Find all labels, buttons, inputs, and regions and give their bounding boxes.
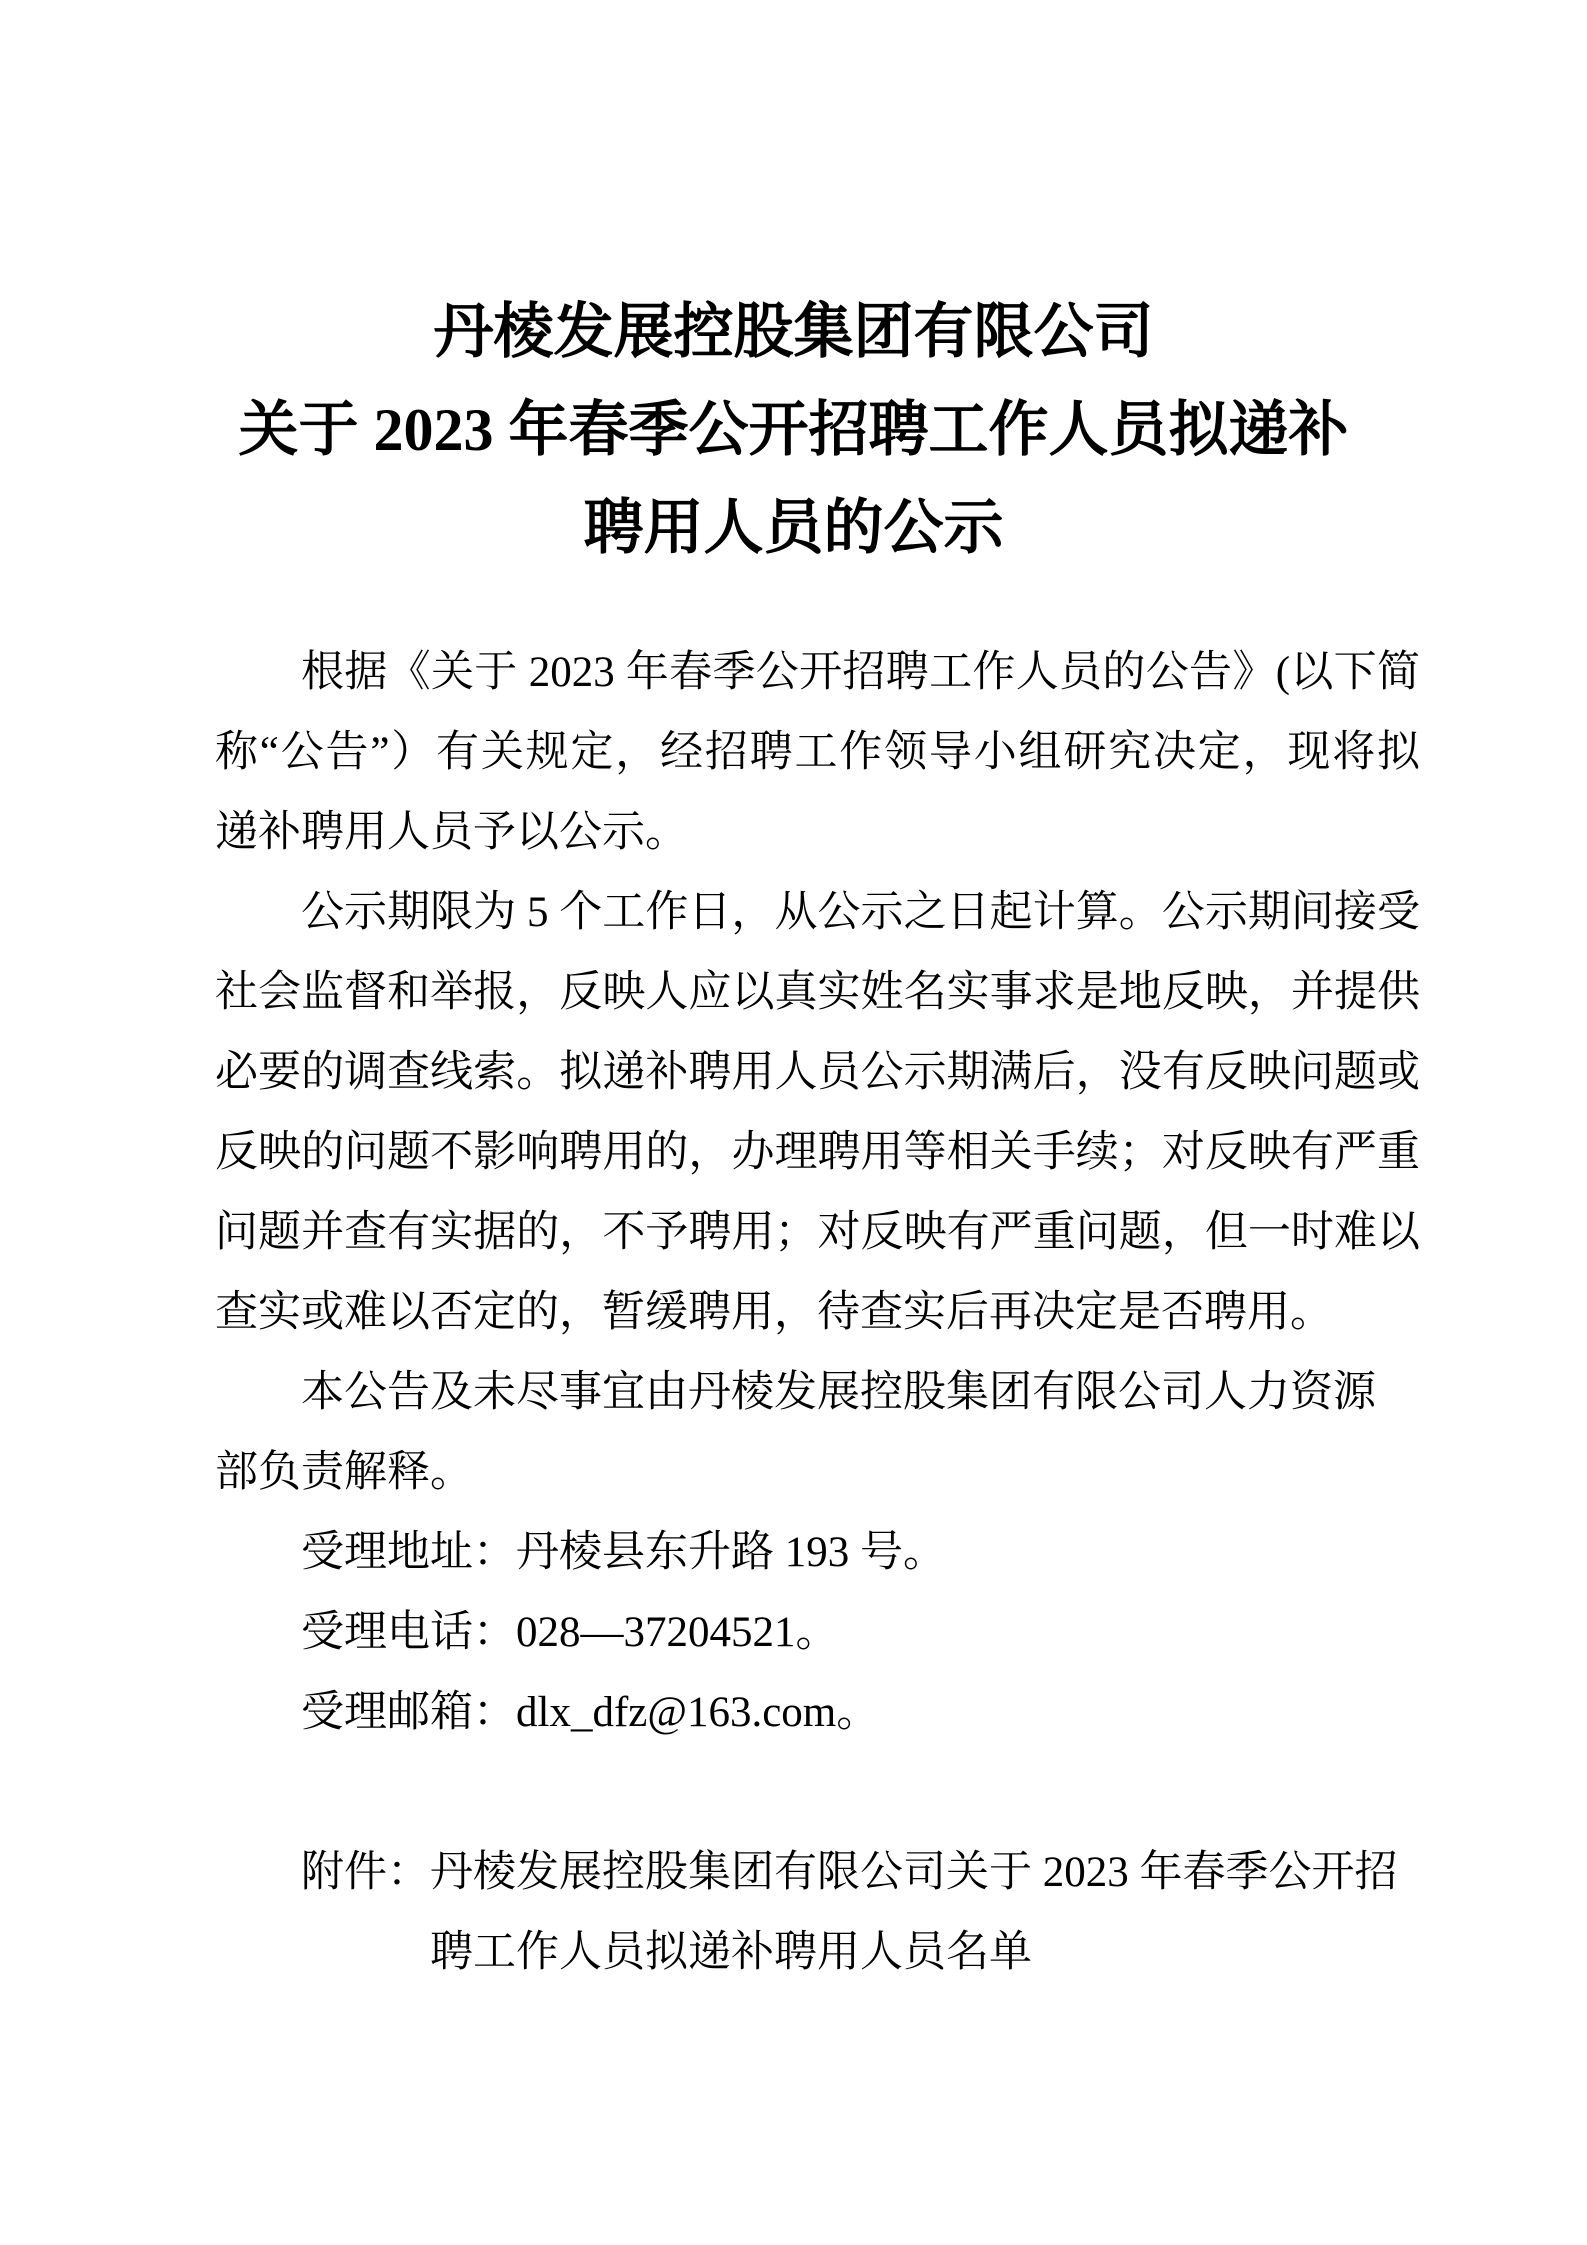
document-body bbox=[215, 633, 1420, 1993]
paragraph-basis-line: 递补聘用人员予以公示。 bbox=[215, 809, 688, 856]
attachment-line: 附件：丹棱发展控股集团有限公司关于 2023 年春季公开招 bbox=[301, 1849, 1398, 1896]
paragraph-publicity-line: 公示期限为 5 个工作日，从公示之日起计算。公示期间接受 bbox=[301, 889, 1420, 936]
title-line-subject-2: 聘用人员的公示 bbox=[583, 495, 1004, 561]
paragraph-publicity-line: 查实或难以否定的，暂缓聘用，待查实后再决定是否聘用。 bbox=[215, 1289, 1333, 1336]
title-line-subject: 关于 2023 年春季公开招聘工作人员拟递补 bbox=[238, 397, 1349, 463]
paragraph-publicity-line: 必要的调查线索。拟递补聘用人员公示期满后，没有反映问题或 bbox=[215, 1049, 1420, 1096]
paragraph-basis-line: 称“公告”）有关规定，经招聘工作领导小组研究决定，现将拟 bbox=[215, 729, 1420, 776]
attachment-note bbox=[215, 1833, 1420, 1993]
paragraph-interpretation-line: 本公告及未尽事宜由丹棱发展控股集团有限公司人力资源 bbox=[301, 1369, 1376, 1416]
paragraph-publicity-line: 问题并查有实据的，不予聘用；对反映有严重问题，但一时难以 bbox=[215, 1209, 1420, 1256]
title-line-company: 丹棱发展控股集团有限公司 bbox=[433, 299, 1154, 365]
paragraph-publicity-period bbox=[215, 873, 1420, 1353]
document-title bbox=[0, 283, 1587, 577]
attachment-line: 聘工作人员拟递补聘用人员名单 bbox=[430, 1929, 1032, 1976]
paragraph-publicity-line: 社会监督和举报，反映人应以真实姓名实事求是地反映，并提供 bbox=[215, 969, 1420, 1016]
contact-phone: 受理电话：028—37204521。 bbox=[301, 1609, 839, 1656]
contact-address: 受理地址：丹棱县东升路 193 号。 bbox=[301, 1529, 946, 1576]
paragraph-interpretation bbox=[215, 1353, 1420, 1513]
paragraph-basis bbox=[215, 633, 1420, 873]
paragraph-basis-line: 根据《关于 2023 年春季公开招聘工作人员的公告》(以下简 bbox=[301, 649, 1420, 696]
contact-email: 受理邮箱：dlx_dfz@163.com。 bbox=[301, 1689, 880, 1736]
paragraph-publicity-line: 反映的问题不影响聘用的，办理聘用等相关手续；对反映有严重 bbox=[215, 1129, 1420, 1176]
contact-block bbox=[215, 1513, 1420, 1753]
paragraph-interpretation-line: 部负责解释。 bbox=[215, 1449, 473, 1496]
